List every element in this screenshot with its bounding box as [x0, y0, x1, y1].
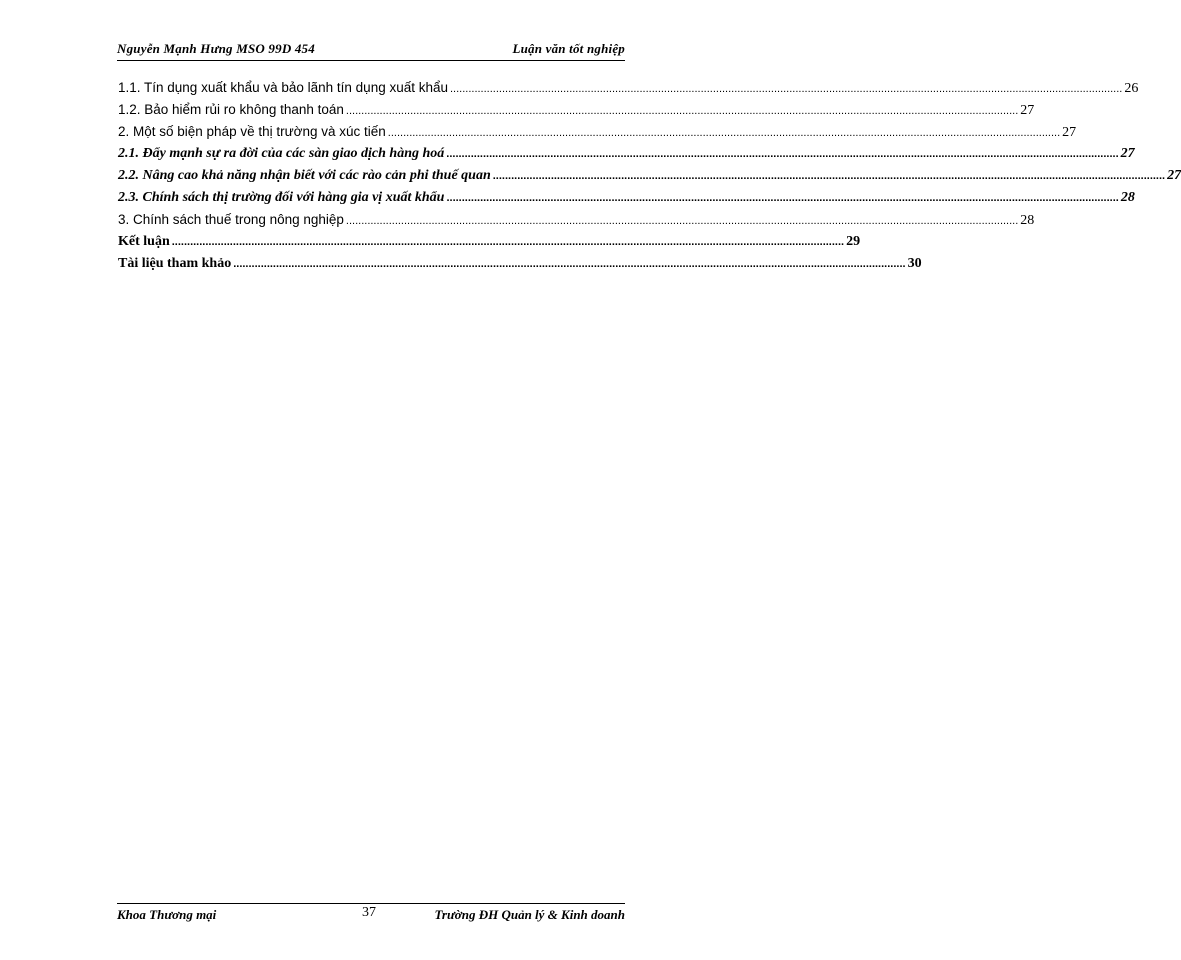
- toc-entry-title: Tài liệu tham khảo: [118, 256, 232, 271]
- toc-entry-title: 3. Chính sách thuế trong nông nghiệp: [118, 212, 344, 227]
- toc-entry-page: 29: [846, 234, 861, 249]
- toc-entry-title: 2.2. Nâng cao khả năng nhận biết với các rào cản phi thuế quan: [118, 168, 491, 183]
- toc-entry-title: 2.3. Chính sách thị trường đối với hàng gia vị xuất khẩu: [118, 190, 445, 205]
- footer-faculty: Khoa Thương mại: [117, 907, 217, 922]
- toc-entry[interactable]: [118, 190, 1135, 212]
- toc-leader-dots: ............................................................................................................................................................................................................................: [446, 192, 1119, 204]
- page-header: [117, 40, 625, 61]
- footer-page-number: 37: [362, 905, 376, 920]
- page-footer: [117, 903, 625, 926]
- toc-entry[interactable]: [118, 102, 1035, 124]
- footer-university: Trường ĐH Quản lý & Kinh doanh: [434, 907, 625, 922]
- toc-leader-dots: ............................................................................................................................................................................................................................: [450, 83, 1123, 95]
- toc-entry[interactable]: [118, 124, 1077, 146]
- toc-leader-dots: ............................................................................................................................................................................................................................: [345, 215, 1019, 227]
- toc-leader-dots: ............................................................................................................................................................................................................................: [345, 105, 1019, 117]
- toc-entry-page: 27: [1120, 146, 1135, 161]
- toc-entry-page: 28: [1120, 190, 1135, 205]
- toc-entry-title: 2.1. Đẩy mạnh sự ra đời của các sàn giao dịch hàng hoá: [118, 146, 445, 161]
- toc-leader-dots: ............................................................................................................................................................................................................................: [233, 258, 906, 270]
- toc-entry-page: 28: [1020, 213, 1035, 228]
- toc-entry[interactable]: [118, 80, 1139, 102]
- toc-entry-title: 2. Một số biện pháp về thị trường và xúc tiến: [118, 124, 386, 139]
- toc-leader-dots: ............................................................................................................................................................................................................................: [446, 148, 1119, 160]
- toc-entry[interactable]: [118, 146, 1135, 168]
- toc-entry[interactable]: [118, 234, 861, 256]
- toc-entry-title: 1.1. Tín dụng xuất khẩu và bảo lãnh tín dụng xuất khẩu: [118, 80, 448, 95]
- toc-leader-dots: ............................................................................................................................................................................................................................: [171, 236, 845, 248]
- toc-entry-title: Kết luận: [118, 234, 170, 249]
- toc-leader-dots: ............................................................................................................................................................................................................................: [387, 127, 1061, 139]
- toc-entry[interactable]: [118, 256, 922, 278]
- toc-entry-page: 30: [907, 256, 922, 271]
- toc-entry-title: 1.2. Bảo hiểm rủi ro không thanh toán: [118, 102, 344, 117]
- table-of-contents: [118, 80, 1181, 278]
- toc-entry-page: 27: [1020, 103, 1035, 118]
- toc-entry[interactable]: [118, 168, 1181, 190]
- toc-entry[interactable]: [118, 212, 1035, 234]
- toc-entry-page: 27: [1167, 168, 1181, 183]
- header-document-type: Luận văn tốt nghiệp: [512, 41, 625, 56]
- toc-leader-dots: ............................................................................................................................................................................................................................: [492, 170, 1166, 182]
- toc-entry-page: 27: [1062, 125, 1077, 140]
- toc-entry-page: 26: [1124, 81, 1139, 96]
- header-author: Nguyễn Mạnh Hưng MSO 99D 454: [117, 41, 315, 56]
